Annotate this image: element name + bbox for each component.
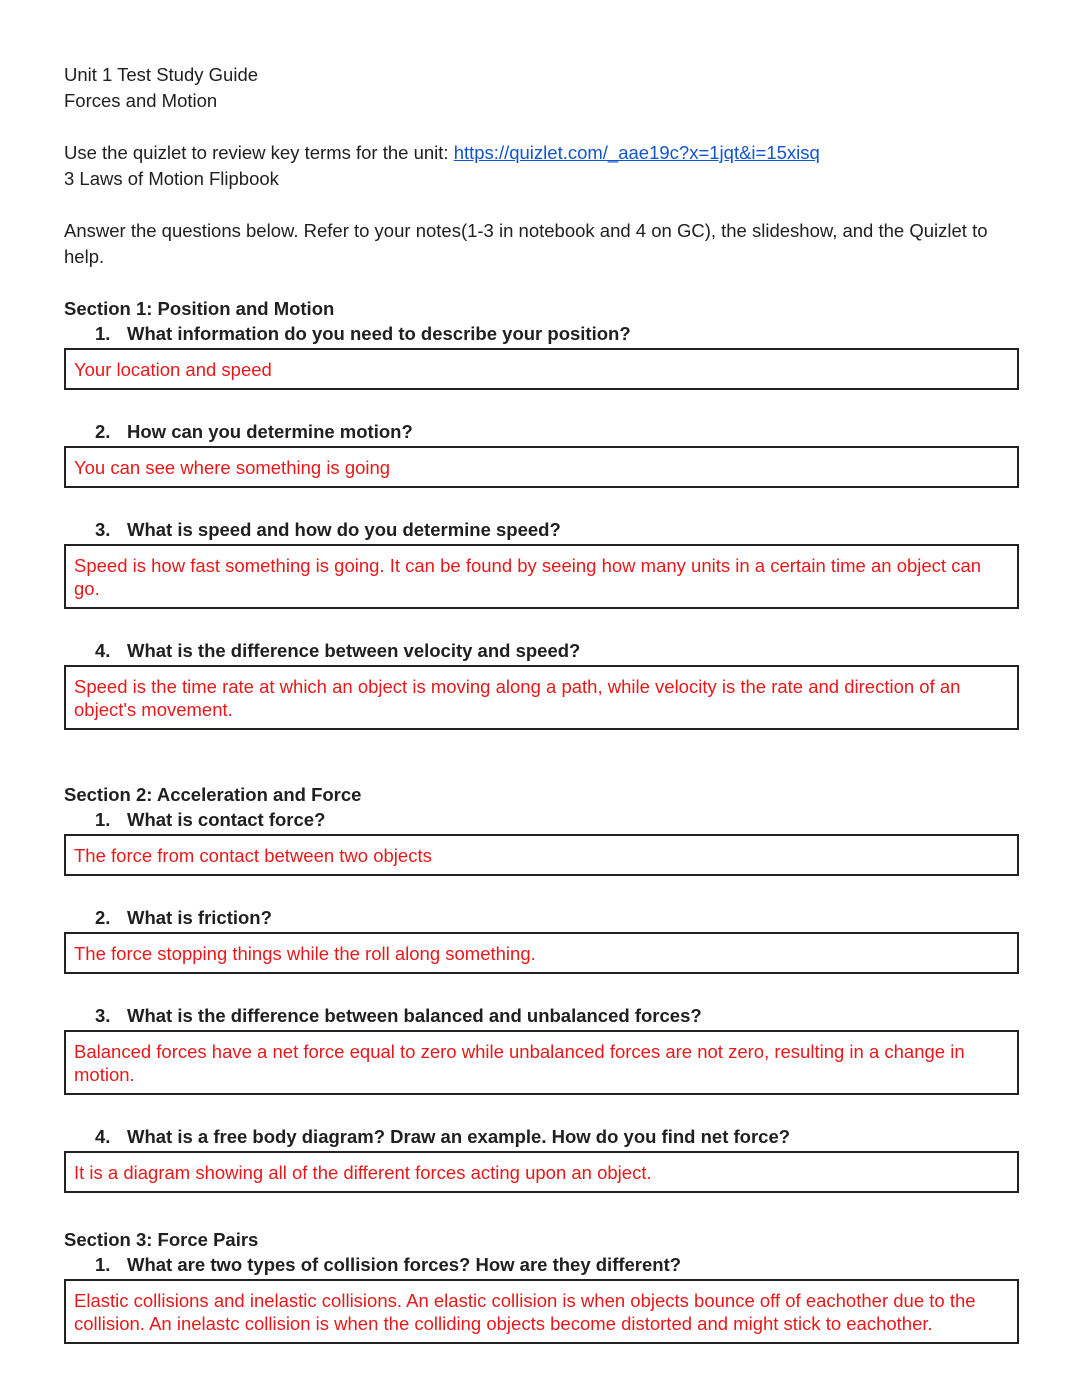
document-subtitle: Forces and Motion	[64, 90, 218, 111]
question-text: What is friction?	[127, 907, 272, 928]
answer-box[interactable]: Your location and speed	[64, 348, 1019, 390]
question	[64, 1253, 1019, 1277]
flipbook-line: 3 Laws of Motion Flipbook	[64, 168, 279, 189]
spacer	[64, 974, 1019, 1004]
spacer	[64, 876, 1019, 906]
question	[64, 639, 1019, 663]
question-text: What is the difference between balanced and unbalanced forces?	[127, 1005, 702, 1026]
question	[64, 1125, 1019, 1149]
question	[64, 420, 1019, 444]
spacer	[64, 114, 1019, 140]
spacer	[64, 488, 1019, 518]
quizlet-line	[64, 140, 1019, 166]
answer-box[interactable]: The force stopping things while the roll along something.	[64, 932, 1019, 974]
question-text: What is the difference between velocity and speed?	[127, 640, 581, 661]
spacer	[64, 270, 1019, 296]
spacer	[64, 1095, 1019, 1125]
spacer	[64, 609, 1019, 639]
quizlet-link[interactable]: https://quizlet.com/_aae19c?x=1jqt&i=15xisq	[453, 142, 820, 163]
quizlet-label: Use the quizlet to review key terms for the unit:	[64, 142, 454, 163]
study-guide-page	[64, 62, 1019, 1344]
instructions: Answer the questions below. Refer to your notes(1-3 in notebook and 4 on GC), the slideshow, and the Quizlet to help.	[64, 220, 988, 267]
question-number: 1.	[95, 809, 111, 830]
question	[64, 1004, 1019, 1028]
document-title: Unit 1 Test Study Guide	[64, 64, 259, 85]
question	[64, 518, 1019, 542]
section-3	[64, 1227, 1019, 1344]
answer-box[interactable]: It is a diagram showing all of the different forces acting upon an object.	[64, 1151, 1019, 1193]
question-number: 2.	[95, 907, 111, 928]
question-number: 3.	[95, 519, 111, 540]
section-title: Section 2: Acceleration and Force	[64, 784, 362, 805]
answer-box[interactable]: Balanced forces have a net force equal to zero while unbalanced forces are not zero, resulting in a change in motion.	[64, 1030, 1019, 1095]
section-1	[64, 296, 1019, 730]
question-text: What is a free body diagram? Draw an example. How do you find net force?	[127, 1126, 791, 1147]
answer-box[interactable]: You can see where something is going	[64, 446, 1019, 488]
spacer	[64, 390, 1019, 420]
question-number: 1.	[95, 323, 111, 344]
question-number: 4.	[95, 640, 111, 661]
question	[64, 322, 1019, 346]
answer-box[interactable]: Speed is the time rate at which an object is moving along a path, while velocity is the rate and direction of an object's movement.	[64, 665, 1019, 730]
section-2	[64, 782, 1019, 1193]
spacer	[64, 730, 1019, 782]
question-number: 3.	[95, 1005, 111, 1026]
answer-box[interactable]: The force from contact between two objects	[64, 834, 1019, 876]
question-number: 4.	[95, 1126, 111, 1147]
question-number: 2.	[95, 421, 111, 442]
question-text: What is speed and how do you determine speed?	[127, 519, 561, 540]
answer-box[interactable]: Elastic collisions and inelastic collisions. An elastic collision is when objects bounce off of eachother due to the collision. An inelastc collision is when the colliding objects become distorted and might stick to eachother.	[64, 1279, 1019, 1344]
question	[64, 808, 1019, 832]
question-text: What information do you need to describe your position?	[127, 323, 631, 344]
section-title: Section 1: Position and Motion	[64, 298, 335, 319]
question	[64, 906, 1019, 930]
question-number: 1.	[95, 1254, 111, 1275]
section-title: Section 3: Force Pairs	[64, 1229, 259, 1250]
question-text: What are two types of collision forces? How are they different?	[127, 1254, 682, 1275]
spacer	[64, 1193, 1019, 1227]
question-text: What is contact force?	[127, 809, 326, 830]
spacer	[64, 192, 1019, 218]
answer-box[interactable]: Speed is how fast something is going. It can be found by seeing how many units in a certain time an object can go.	[64, 544, 1019, 609]
question-text: How can you determine motion?	[127, 421, 413, 442]
